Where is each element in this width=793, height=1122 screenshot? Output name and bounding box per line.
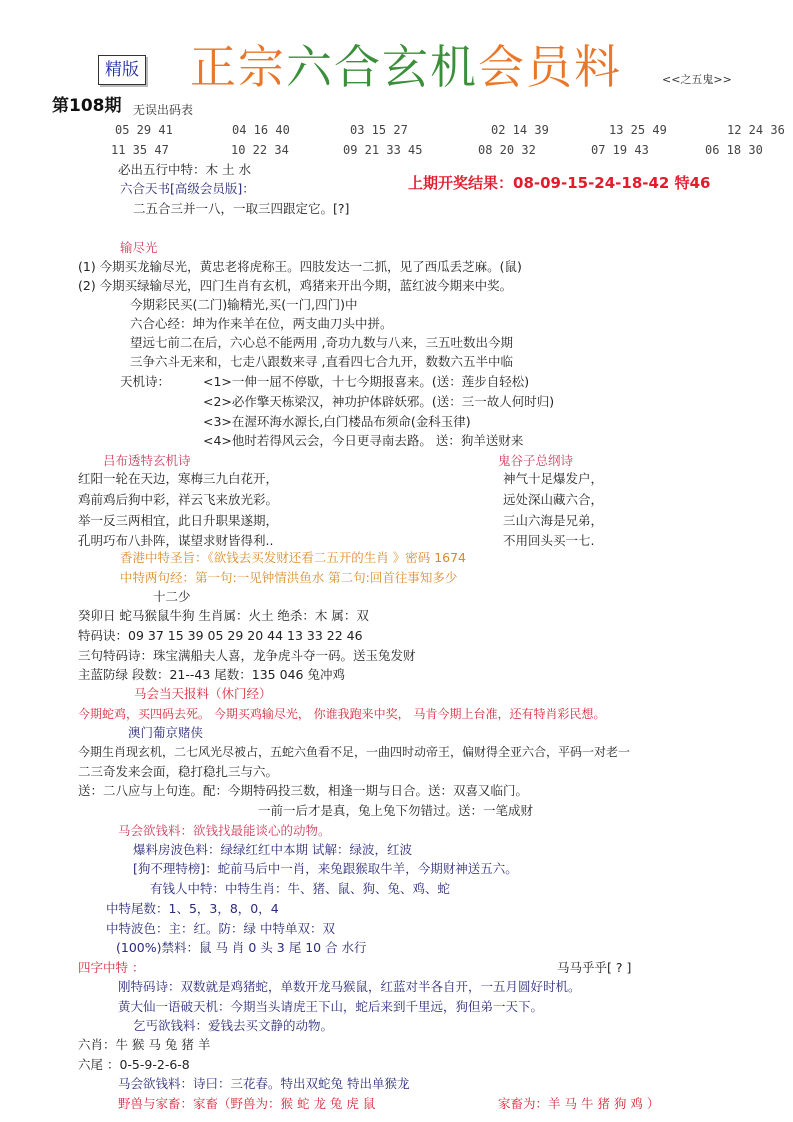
- temajue-line: 特码诀：09 37 15 39 05 29 20 44 13 33 22 46: [78, 628, 363, 643]
- hk-zhongte-line: 香港中特圣旨：《欲钱去买发财还看二五开的生肖 》密码 1674: [120, 550, 467, 565]
- title-char: 员: [526, 40, 574, 94]
- guigu-line: 远处深山藏六合，: [503, 492, 604, 507]
- number-cell: 04 16 40: [232, 123, 290, 137]
- lvbu-line: 举一反三两相宜，此日升职果遂期，: [78, 513, 279, 528]
- issue-number: 第108期: [52, 96, 122, 116]
- tianji-line-4: <4>他时若得风云会，今日更寻南去路。 送：狗羊送财来: [203, 433, 524, 448]
- tianji-line-3: <3>在渥环海水源长,白门楼品布须命(金科玉律): [203, 414, 471, 429]
- lvbu-line: 红阳一轮在天边，寒梅三九白花开，: [78, 471, 279, 486]
- guimao-line: 癸卯日 蛇马猴鼠牛狗 生肖属：火土 绝杀：木 属：双: [78, 608, 369, 623]
- liuwei-line: 六尾 ：0-5-9-2-6-8: [78, 1057, 190, 1072]
- number-cell: 13 25 49: [609, 123, 667, 137]
- tianshu-title: 六合天书[高级会员版]：: [120, 181, 255, 196]
- tianshu-text: 二五合三并一八，一取三四跟定它。[?]: [133, 201, 350, 216]
- jinliao-line: (100%)禁料：鼠 马 肖 0 头 3 尾 10 合 水行: [116, 940, 367, 955]
- number-cell: 07 19 43: [591, 143, 649, 157]
- jingban-badge: 精版: [98, 55, 146, 85]
- yeshou-line: 野兽与家畜：家畜（野兽为：猴 蛇 龙 兔 虎 鼠: [118, 1096, 376, 1111]
- lvbu-line: 孔明巧布八卦阵，谋望求财皆得利..: [78, 533, 274, 548]
- page-title: [190, 40, 622, 94]
- mahui-title: 马会当天报料（休门经）: [134, 686, 272, 701]
- title-char: 会: [478, 40, 526, 94]
- liangju-line: 中特两句经：第一句:一见钟情洪鱼水 第二句:回首往事知多少: [120, 570, 458, 585]
- number-cell: 06 18 30: [705, 143, 763, 157]
- shengxiao-line-2: 二三奇发来会面，稳打稳扎三与六。: [78, 764, 279, 779]
- subtitle: <<之五鬼>>: [662, 73, 732, 86]
- sanzheng-line: 三争六斗无来和，七走八跟数来寻 ,直看四七合九开，数数六五半中临: [130, 354, 513, 369]
- sizi-value: 马马乎乎[ ? ]: [557, 960, 632, 975]
- title-char: 玄: [382, 40, 430, 94]
- xinjing-line: 六合心经：坤为作来羊在位，两支曲刀头中拼。: [130, 316, 393, 331]
- song-line-2: 一前一后才是真，兔上兔下勿错过。送：一笔成财: [258, 803, 534, 818]
- guigu-line: 神气十足爆发户，: [503, 471, 604, 486]
- title-char: 料: [574, 40, 622, 94]
- qigai-line: 乞丐欲钱料：爱钱去买文静的动物。: [133, 1018, 334, 1033]
- tianji-line-2: <2>必作擎天栋梁汉，神功护体辟妖邪。(送：三一故人何时归): [203, 394, 555, 409]
- number-cell: 10 22 34: [231, 143, 289, 157]
- number-cell: 03 15 27: [350, 123, 408, 137]
- sanju-line: 三句特码诗：珠宝满船夫人喜，龙争虎斗夺一码。送玉兔发财: [78, 648, 416, 663]
- lvbu-title: 吕布透特玄机诗: [103, 453, 191, 468]
- youqian-line: 有钱人中特：中特生肖：牛、猪、鼠、狗、兔、鸡、蛇: [150, 881, 451, 896]
- guigu-line: 不用回头买一七.: [503, 533, 595, 548]
- liuxiao-line: 六肖：牛 猴 马 兔 猪 羊: [78, 1037, 211, 1052]
- guigu-line: 三山六海是兄弟，: [503, 513, 604, 528]
- goubu-line: [狗不理特榜]：蛇前马后中一肖，来兔跟猴取牛羊，今期财神送五六。: [133, 861, 518, 876]
- wangyuan-line: 望远七前二在后，六心总不能两用 ,奇功九数与八来，三五吐数出今期: [130, 335, 513, 350]
- baoliao-line: 爆料房波色料：绿绿红红中本期 试解：绿波，红波: [133, 842, 412, 857]
- mahui-qian-line: 马会欲钱料：欲钱找最能谈心的动物。: [118, 823, 331, 838]
- shierxiao-line: 十二少: [153, 589, 191, 604]
- shengxiao-line-1: 今期生肖现玄机，二七风光尽被占，五蛇六鱼看不足，一曲四时动帝王，偏财得全亚六合，平码一对老一: [78, 745, 631, 759]
- sjg-line-2: (2) 今期买绿输尽光，四门生肖有玄机，鸡猪来开出今期，蓝红波今期来中奖。: [78, 278, 513, 293]
- number-cell: 05 29 41: [115, 123, 173, 137]
- wuxing-line: 必出五行中特：木 土 水: [118, 162, 251, 177]
- weishu-line: 中特尾数：1、5，3，8，0，4: [106, 901, 279, 916]
- number-cell: 08 20 32: [478, 143, 536, 157]
- lvbu-line: 鸡前鸡后狗中彩，祥云飞来放光彩。: [78, 492, 279, 507]
- mahui-red-line: 今期蛇鸡，买四码去死。 今期买鸡输尽光， 你谁我跑来中奖， 马肯今期上台准，还有特肖彩民想。: [78, 707, 606, 721]
- zhulan-line: 主蓝防绿 段数：21--43 尾数：135 046 兔冲鸡: [78, 667, 345, 682]
- song-line-1: 送：二八应与上句连。配：今期特码投三数，相逢一期与日合。送：双喜又临门。: [78, 783, 529, 798]
- gangte-line: 刚特码诗：双数就是鸡猪蛇，单数开龙马猴鼠，红蓝对半各自开，一五月圆好时机。: [118, 979, 581, 994]
- guigu-title: 鬼谷子总纲诗: [498, 453, 574, 468]
- issue-subtitle: 无误出码表: [133, 103, 194, 117]
- caimin-line: 今期彩民买(二门)输精光,买(一门,四门)中: [130, 297, 358, 312]
- title-char: 机: [430, 40, 478, 94]
- title-char: 六: [286, 40, 334, 94]
- number-cell: 11 35 47: [111, 143, 169, 157]
- number-cell: 12 24 36: [727, 123, 785, 137]
- last-draw-result: 上期开奖结果：08-09-15-24-18-42 特46: [408, 174, 711, 192]
- number-cell: 02 14 39: [491, 123, 549, 137]
- tianji-label: 天机诗：: [120, 374, 171, 389]
- title-char: 合: [334, 40, 382, 94]
- mahui-qian2-line: 马会欲钱料：诗曰：三花春。特出双蛇兔 特出单猴龙: [118, 1076, 410, 1091]
- title-char: 宗: [238, 40, 286, 94]
- tianji-line-1: <1>一伸一屈不停歇，十七今期报喜来。(送：莲步自轻松): [203, 374, 530, 389]
- sjg-line-1: (1) 今期买龙输尽光，黄忠老将虎称王。四肢发达一二抓，见了西瓜丢芝麻。(鼠): [78, 259, 522, 274]
- number-cell: 09 21 33 45: [343, 143, 423, 157]
- huangdaxian-line: 黄大仙一语破天机：今期当头请虎王下山，蛇后来到千里远，狗但弟一天下。: [118, 999, 544, 1014]
- shujinguang-title: 输尽光: [120, 240, 158, 255]
- bose-line: 中特波色：主：红。防：绿 中特单双：双: [106, 921, 335, 936]
- aomen-line: 澳门葡京赌侠: [128, 725, 204, 740]
- sizi-label: 四字中特 ：: [78, 960, 145, 975]
- jiachu-line: 家畜为：羊 马 牛 猪 狗 鸡 ）: [498, 1096, 660, 1111]
- title-char: 正: [190, 40, 238, 94]
